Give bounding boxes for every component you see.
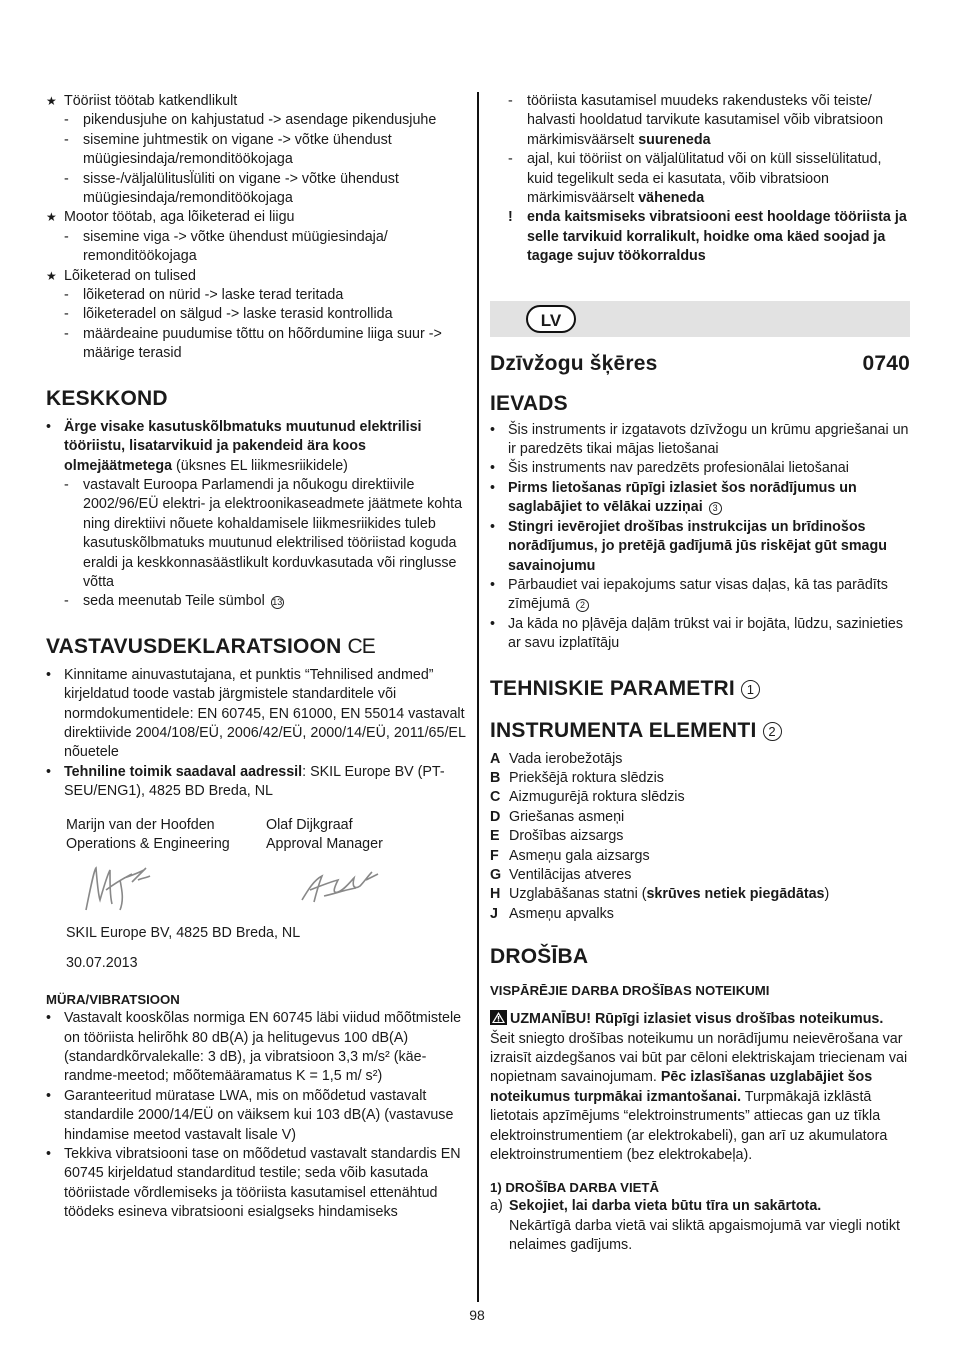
language-bar: [490, 301, 910, 337]
ievads-item: • Šis instruments ir izgatavots dzīvžogu un krūmu apgriešanai un ir paredzēts tikai mājas lietošanai: [490, 421, 909, 458]
element-item-j: J Asmeņu apvalks: [490, 905, 614, 922]
keskkond-heading: KESKKOND: [46, 386, 168, 410]
solution-item: - lõiketerad on nürid -> laske terad teritada: [64, 287, 344, 304]
problem-item: ★ Lõiketerad on tulised: [46, 267, 196, 284]
signatures: [46, 860, 466, 922]
vibration-dash-1: - tööriista kasutamisel muudeks rakendusteks või teiste/ halvasti hooldatud tarvikute kasutamisel võib vibratsioon märkimisväärselt suureneda: [508, 93, 884, 148]
problem-item: ★ Mootor töötab, aga lõiketerad ei liigu: [46, 209, 295, 226]
warning-triangle-icon: [490, 1010, 507, 1025]
safety-item-a: a) Sekojiet, lai darba vieta būtu tīra un sakārtota. Nekārtīgā darba vietā vai sliktā apgaismojumā var viegli notikt nelaimes gadījums.: [490, 1198, 900, 1254]
solution-item: - sisemine viga -> võtke ühendust müügiesindaja/ remonditöökojaga: [64, 228, 388, 265]
general-safety-heading: VISPĀRĒJIE DARBA DROŠĪBAS NOTEIKUMI: [490, 983, 770, 999]
workplace-safety-heading: 1) DROŠĪBA DARBA VIETĀ: [490, 1180, 660, 1196]
vastavus-bullet-2: • Tehniline toimik saadaval aadressil: SKIL Europe BV (PT-SEU/ENG1), 4825 BD Breda, NL: [46, 763, 445, 800]
solution-item: - määrdeaine puudumise tõttu on hõõrdumine liiga suur -> määrige terasid: [64, 325, 442, 362]
keskkond-bullet: • Ärge visake kasutuskõlbmatuks muutunud elektrilisi tööriistu, lisatarvikuid ja pakendeid ära koos olmejäätmetega (üksnes EL liikmesriikidele): [46, 418, 422, 474]
problem-item: ★ Tööriist töötab katkendlikult: [46, 93, 238, 109]
ievads-item: • Ja kāda no pļāvēja daļām trūkst vai ir bojāta, lūdzu, sazinieties ar savu izplatītāju: [490, 615, 903, 652]
ievads-heading: IEVADS: [490, 391, 568, 415]
ce-mark-icon: CE: [347, 634, 375, 658]
mura-bullet-2: • Garanteeritud müratase LWA, mis on mõõdetud vastavalt standardile 2000/14/EÜ on väiksem kui 103 dB(A) (vastavuse hindamise meetod vastavalt lisale V): [46, 1087, 454, 1143]
troubleshooting-list: [46, 92, 466, 364]
left-column: [46, 92, 466, 1223]
symbol-ref-number: 13: [272, 597, 283, 608]
element-item-c: C Aizmugurējā roktura slēdzis: [490, 789, 685, 806]
vibration-dash-2: - ajal, kui tööriist on väljalülitatud või on küll sisselülitatud, kuid tegelikult seda ei kasutata, võib vibratsioon märkimisväärselt väheneda: [508, 151, 882, 207]
solution-item: - pikendusjuhe on kahjustatud -> asendage pikendusjuhe: [64, 112, 437, 129]
right-column: [490, 92, 910, 1256]
elements-heading: INSTRUMENTA ELEMENTI 2: [490, 718, 910, 744]
solution-item: - sisse-/väljalülitusl̈üliti on vigane -> võtke ühendust müügiesindaja/remonditöökojaga: [64, 170, 399, 207]
drosiba-heading: DROŠĪBA: [490, 945, 589, 969]
ievads-item: • Pārbaudiet vai iepakojums satur visas daļas, kā tas parādīts zīmējumā 2: [490, 576, 888, 613]
language-badge: LV: [526, 305, 576, 333]
elements-list: [490, 750, 910, 925]
vibration-note: ! enda kaitsmiseks vibratsiooni eest hooldage tööriista ja selle tarvikuid korralikult, hoidke oma käed soojad ja tagage sujuv töökorraldus: [508, 209, 907, 265]
product-title: Dzīvžogu šķēres: [490, 351, 658, 375]
page-number: 98: [469, 1307, 485, 1323]
ievads-item: • Šis instruments nav paredzēts profesionālai lietošanai: [490, 460, 849, 477]
mura-bullet-1: • Vastavalt kooskõlas normiga EN 60745 läbi viidud mõõtmistele on tööriista helirõhk 80 dB(A) ja helitugevus 100 dB(A) (standardkõrvalekalle: 3 dB), ja vibratsioon 3,3 m/s² (käe-randme-meetod; mõõtemääramatus K = 1,5 m/ s²): [46, 1010, 462, 1085]
signatories: [46, 816, 466, 855]
keskkond-dash-1: - vastavalt Euroopa Parlamendi ja nõukogu direktiivile 2002/96/EÜ elektri- ja elektroonikaseadmete jäätmete kohta ning direktiivi nõuete kohaldamisele liikmesriikides tuleb kasutuskõlbmatuks muutunud elektrilised tööriistad koguda eraldi ja keskkonnasäästlikult korduvkasutada või ringlusse võtta: [64, 476, 463, 590]
mura-heading: MÜRA/VIBRATSIOON: [46, 992, 180, 1008]
element-item-h: H Uzglabāšanas statni (skrūves netiek piegādātas): [490, 886, 830, 903]
figure-ref-2: 2: [763, 722, 782, 741]
figure-ref-1: 1: [741, 680, 760, 699]
product-code: 0740: [862, 351, 910, 375]
element-item-b: B Priekšējā roktura slēdzis: [490, 769, 664, 786]
company-address: SKIL Europe BV, 4825 BD Breda, NL: [66, 925, 301, 942]
vastavus-heading: VASTAVUSDEKLARATSIOON CE: [46, 634, 375, 658]
tech-heading: TEHNISKIE PARAMETRI 1: [490, 676, 910, 702]
figure-ref: 3: [709, 502, 722, 515]
element-item-f: F Asmeņu gala aizsargs: [490, 847, 650, 864]
element-item-a: A Vada ierobežotājs: [490, 750, 623, 767]
signature-1-image: [80, 860, 160, 918]
keskkond-bullet-rest: (üksnes EL liikmesriikidele): [172, 457, 348, 474]
signatory-1: Marijn van der Hoofden Operations & Engineering: [66, 816, 230, 852]
element-item-g: G Ventilācijas atveres: [490, 866, 632, 883]
warning-paragraph: UZMANĪBU! Rūpīgi izlasiet visus drošības noteikumus. Šeit sniegto drošības noteikumu un norādījumu neievērošana var izraisīt aizdegšanos vai būt par cēloni elektriskajam triecienam vai nopietnam savainojumam. Pēc izlasīšanas uzglabājiet šos noteikumus turpmākai izmantošanai. Turpmākajā izklāstā lietotais apzīmējums “elektroinstruments” attiecas gan uz tīkla elektroinstrumentiem (ar elektrokabeli), gan arī uz akumulatora elektroinstrumentiem (bez elektrokabeļa).: [490, 1011, 908, 1164]
signature-2-image: [294, 860, 384, 910]
signatory-2: Olaf Dijkgraaf Approval Manager: [266, 816, 383, 852]
figure-ref: 2: [576, 599, 589, 612]
product-title-row: [490, 351, 910, 377]
element-item-d: D Griešanas asmeņi: [490, 808, 625, 825]
mura-bullet-3: • Tekkiva vibratsiooni tase on mõõdetud vastavalt standardis EN 60745 kirjeldatud standarditud testile; seda võib kasutada tööriistade võrdlemiseks ja tööriista kasutamisel ettenähtud töödeks esineva vibratsiooni esialgseks hindamiseks: [46, 1146, 461, 1221]
solution-item: - sisemine juhtmestik on vigane -> võtke ühendust müügiesindaja/remonditöökojaga: [64, 131, 392, 168]
keskkond-dash-2: - seda meenutab Teile sümbol 13: [64, 593, 283, 610]
keskkond-bullet-bold: Ärge visake kasutuskõlbmatuks muutunud elektrilisi tööriistu, lisatarvikuid ja pakendeid ära koos olmejäätmetega: [64, 418, 422, 474]
declaration-date: 30.07.2013: [66, 954, 138, 971]
ievads-item: • Pirms lietošanas rūpīgi izlasiet šos norādījumus un saglabājiet to vēlākai uzziņai 3: [490, 479, 857, 516]
column-divider: [477, 92, 479, 1302]
vastavus-bullet-1: • Kinnitame ainuvastutajana, et punktis “Tehnilised andmed” kirjeldatud toode vastab järgmistele standarditele või normdokumentidele: EN 60745, EN 61000, EN 55014 vastavalt direktiivide 2004/108/EÜ, 2006/42/EÜ, 2000/14/EÜ, 2011/65/EL nõuetele: [46, 666, 466, 761]
solution-item: - lõiketeradel on sälgud -> laske terasid kontrollida: [64, 306, 393, 323]
ievads-item: • Stingri ievērojiet drošības instrukcijas un brīdinošos norādījumus, jo pretējā gadījumā jūs riskējat gūt smagu savainojumu: [490, 518, 887, 574]
element-item-e: E Drošības aizsargs: [490, 828, 624, 845]
ievads-list: [490, 421, 910, 654]
